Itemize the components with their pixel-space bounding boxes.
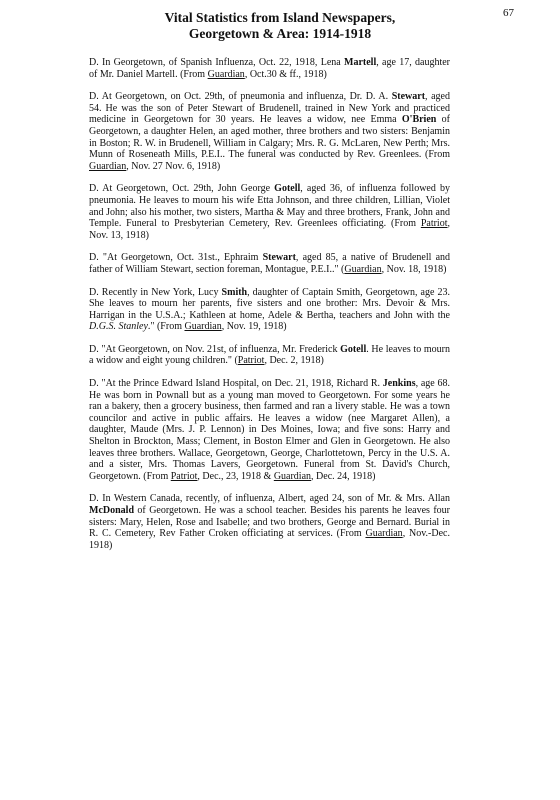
entry-text: ." (From	[147, 321, 185, 333]
entry-source: Patriot	[237, 355, 265, 367]
entry-jenkins	[89, 378, 450, 482]
entries-list	[89, 57, 450, 562]
page-title	[0, 10, 560, 42]
entry-text: , age 17, daughter of Mr. Daniel Martell. (From	[89, 57, 450, 80]
entry-text: , Nov.-Dec. 1918)	[89, 528, 450, 551]
entry-smith-lucy	[89, 287, 450, 333]
entry-text: , Dec. 24, 1918)	[311, 470, 376, 482]
entry-gotell-frederick	[89, 344, 450, 367]
entry-text: D. "At Georgetown, on Nov. 21st, of influenza, Mr. Frederick	[89, 343, 341, 355]
entry-source: Guardian	[184, 321, 222, 333]
entry-text: , Nov. 18, 1918)	[381, 263, 447, 275]
entry-text: , daughter of Captain Smith, Georgetown, age 23. She leaves to mourn her parents, five sisters and one brother: Mrs. Devoir & Mrs. Harrigan in the U.S.A.; Kathleen at home, Adele & Bertha, teachers and John with the	[89, 286, 450, 321]
entry-surname: Smith	[221, 286, 248, 298]
entry-text: D. Recently in New York, Lucy	[89, 286, 222, 298]
page-number: 67	[503, 7, 514, 19]
entry-text: D. "At the Prince Edward Island Hospital, on Dec. 21, 1918, Richard R.	[89, 378, 383, 390]
page-title-line-2: Georgetown & Area: 1914-1918	[188, 26, 372, 41]
entry-surname: Stewart	[391, 91, 426, 103]
entry-text: D. In Western Canada, recently, of influenza, Albert, aged 24, son of Mr. & Mrs. Allan	[89, 493, 450, 505]
entry-text: , Nov. 27 Nov. 6, 1918)	[126, 160, 221, 172]
entry-source: Guardian	[365, 528, 403, 540]
entry-source: Patriot	[420, 218, 448, 230]
entry-surname: Gotell	[340, 343, 367, 355]
entry-martell	[89, 57, 450, 80]
entry-surname: Stewart	[262, 252, 296, 264]
entry-text: , Nov. 13, 1918)	[89, 218, 450, 241]
entry-surname: O'Brien	[401, 114, 437, 126]
entry-source: Guardian	[344, 263, 382, 275]
entry-gotell-john	[89, 183, 450, 241]
entry-source: Guardian	[273, 470, 312, 482]
entry-text: . He leaves to mourn a widow and eight young children." (	[89, 343, 450, 367]
entry-text: , age 68. He was born in Pownall but as a young man moved to Georgetown. For some years he ran a bakery, then a grocery business, then farmed and ran a livery stable. He was a town councilor and active in public affairs. He leaves a widow (nee Margaret Allen), a daughter, Maude (Mrs. J. P. Lennon) in Des Moines, Iowa; and five sons: Harry and Shelton in Brockton, Mass; Clement, in Boston Elmer and Glen in Georgetown. He also leaves three brothers. Wallace, Georgetown, George, Charlottetown, Percy in the U.S. A. and a sister, Mrs. Thomas Lavers, Georgetown. Funeral from St. David's Church, Georgetown. (From	[89, 378, 450, 482]
entry-text: of Georgetown, a daughter Helen, an aged mother, three brothers and two sisters: Benjamin in Boston; R. W. in Brudenell, William in Calgary; Mrs. R. G. McLaren, New Perth; Mrs. Munn of Roseneath Mills, P.E.I.. The funeral was conducted by Rev. Greenlees. (From	[89, 114, 450, 161]
page-title-line-1: Vital Statistics from Island Newspapers,	[164, 10, 396, 25]
entry-text: D. At Georgetown, on Oct. 29th, of pneumonia and influenza, Dr. D. A.	[89, 91, 392, 103]
entry-text: D. "At Georgetown, Oct. 31st., Ephraim	[89, 252, 263, 264]
entry-text: , aged 85, a native of Brudenell and father of William Stewart, section foreman, Montague, P.E.I.." (	[89, 252, 451, 275]
entry-text: , Dec. 2, 1918)	[264, 355, 324, 367]
entry-text: , aged 54. He was the son of Peter Stewart of Brudenell, trained in New York and practiced medicine in Georgetown for 30 years. He leaves a widow, nee Emma	[89, 91, 450, 126]
entry-text: , aged 36, of influenza followed by pneumonia. He leaves to mourn his wife Etta Johnson, and three children, Lillian, Violet and John; also his mother, two sisters, Martha & May and three brothers, Frank, John and Temple. Funeral to Presbyterian Cemetery, Rev. Greenlees officiating. (From	[89, 183, 450, 230]
entry-source: Guardian	[89, 160, 127, 172]
entry-surname: Gotell	[274, 183, 301, 195]
entry-surname: Martell	[344, 57, 377, 68]
entry-mcdonald	[89, 493, 450, 551]
entry-text: , Nov. 19, 1918)	[221, 321, 287, 333]
entry-text: D. In Georgetown, of Spanish Influenza, Oct. 22, 1918, Lena	[89, 57, 345, 68]
entry-text: , Oct.30 & ff., 1918)	[244, 68, 327, 80]
entry-text: of Georgetown. He was a school teacher. Besides his parents he leaves four sisters: Mary, Helen, Rose and Isabelle; and two brothers, George and Bernard. Burial in R. C. Cemetery, Rev Father Croken officiating at services. (From	[89, 505, 450, 540]
entry-surname: Jenkins	[382, 378, 416, 390]
entry-text: , Dec., 23, 1918 &	[197, 470, 274, 482]
entry-ship-name: D.G.S. Stanley	[89, 321, 148, 333]
entry-stewart-d-a	[89, 91, 450, 172]
entry-text: D. At Georgetown, Oct. 29th, John George	[89, 183, 275, 195]
entry-surname: McDonald	[89, 505, 134, 516]
entry-stewart-ephraim	[89, 252, 450, 275]
entry-source: Guardian	[207, 68, 245, 80]
entry-source: Patriot	[170, 470, 198, 482]
